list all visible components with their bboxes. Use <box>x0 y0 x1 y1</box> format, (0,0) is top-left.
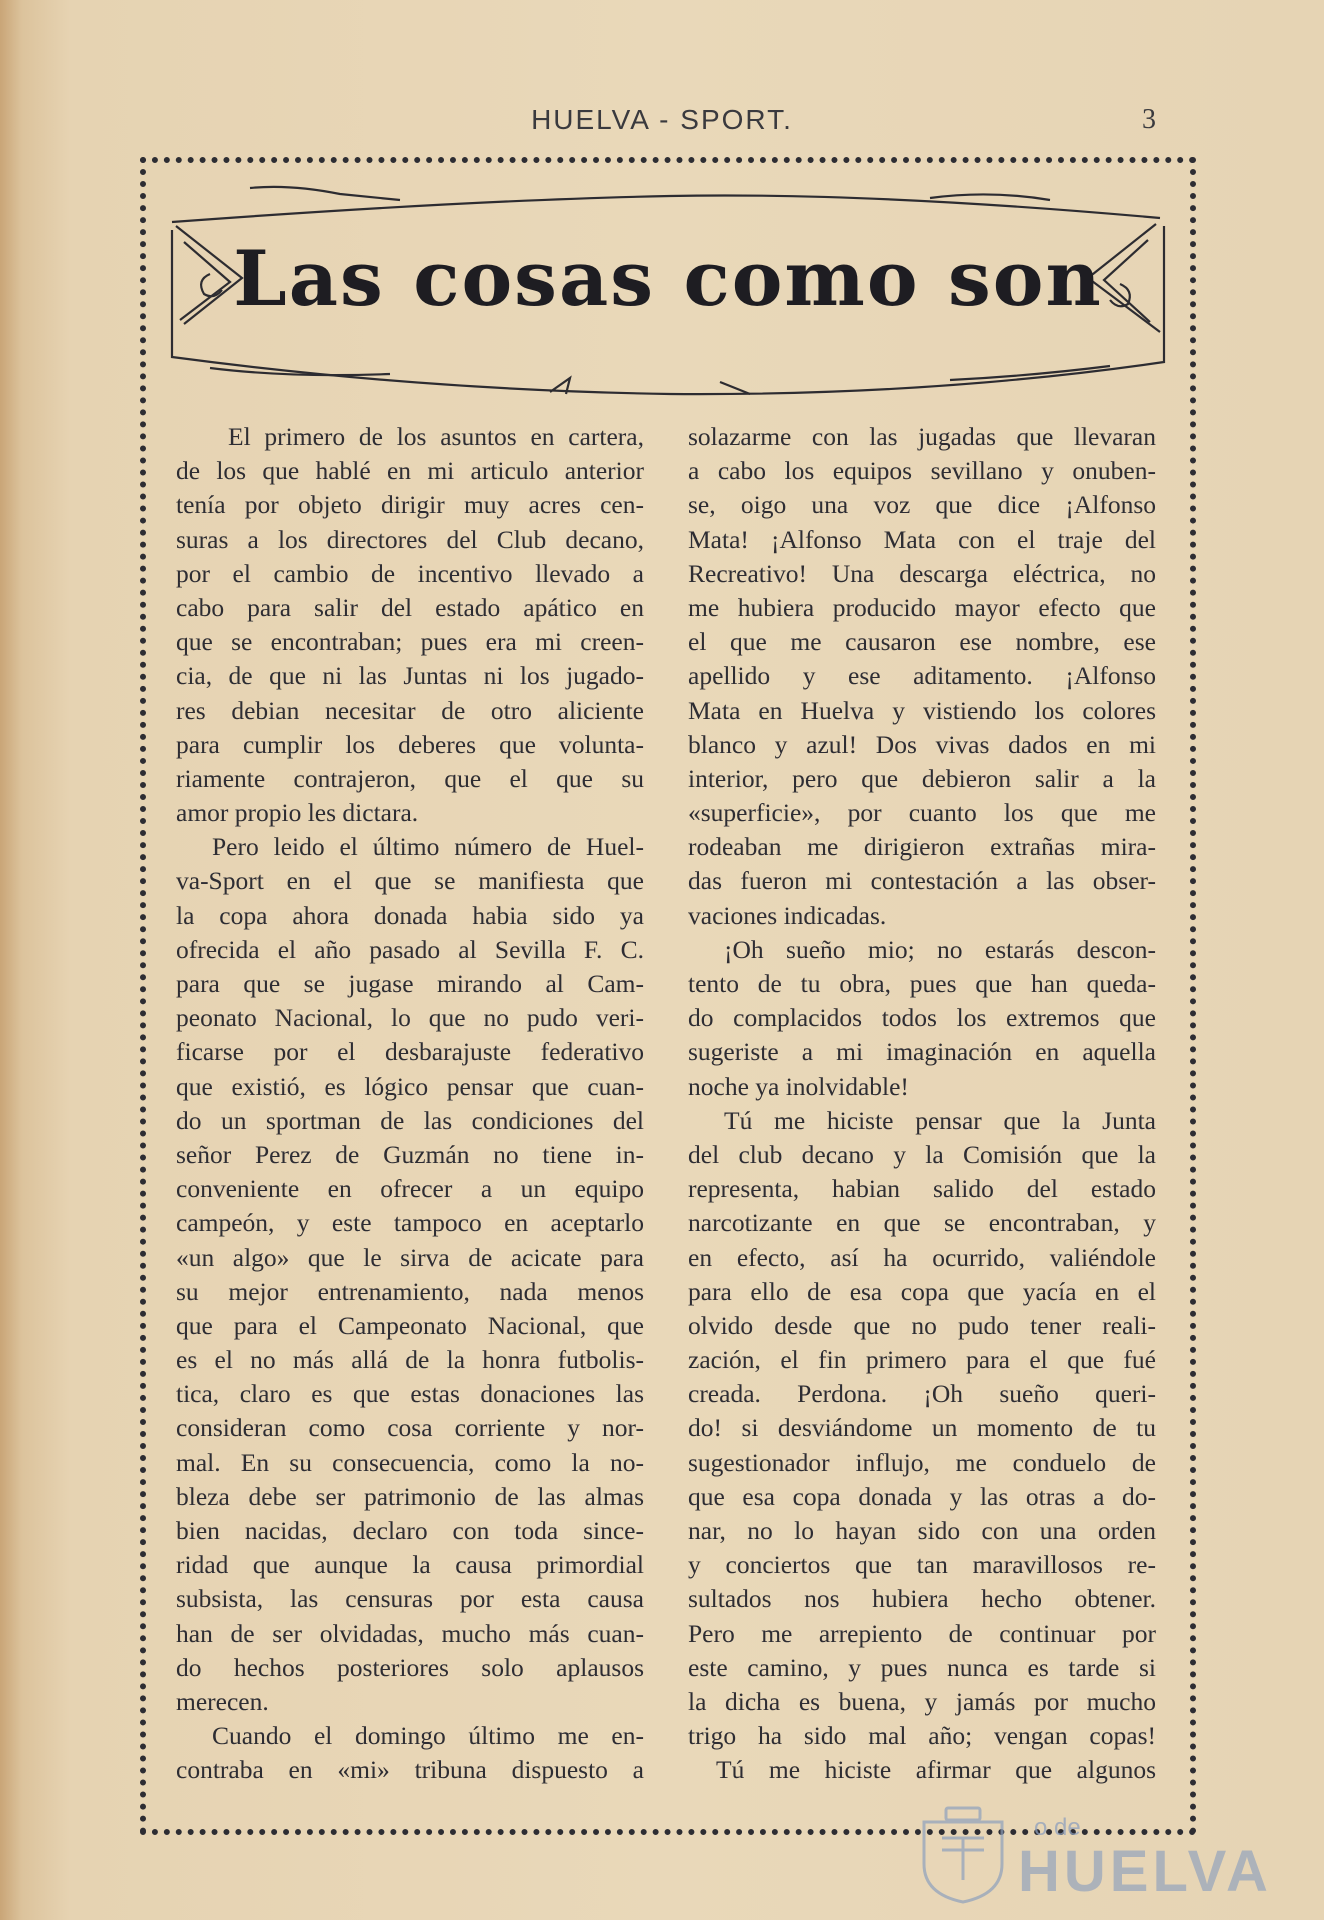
text-line: creada. Perdona. ¡Oh sueño queri- <box>688 1379 1156 1409</box>
text-line: cia, de que ni las Juntas ni los jugado- <box>176 661 644 691</box>
text-line: campeón, y este tampoco en aceptarlo <box>176 1208 644 1238</box>
text-line: do complacidos todos los extremos que <box>688 1003 1156 1033</box>
watermark-city: HUELVA <box>1018 1839 1272 1904</box>
text-line: la copa ahora donada habia sido ya <box>176 900 644 930</box>
text-line: sugeriste a mi imaginación en aquella <box>688 1037 1156 1067</box>
text-line: suras a los directores del Club decano, <box>176 524 644 554</box>
page-number: 3 <box>1142 104 1156 135</box>
text-line: ofrecida el año pasado al Sevilla F. C. <box>176 934 644 964</box>
text-line: conveniente en ofrecer a un equipo <box>176 1174 644 1204</box>
title-banner <box>170 182 1166 408</box>
text-line: contraba en «mi» tribuna dispuesto a <box>176 1755 644 1785</box>
text-line: para ello de esa copa que yacía en el <box>688 1276 1156 1306</box>
text-line: subsista, las censuras por esta causa <box>176 1584 644 1614</box>
text-line: Pero leido el último número de Huel- <box>212 832 644 862</box>
text-line: do un sportman de las condiciones del <box>176 1105 644 1135</box>
text-line: trigo ha sido mal año; vengan copas! <box>688 1721 1156 1751</box>
text-line: para que se jugase mirando al Cam- <box>176 969 644 998</box>
text-line: vaciones indicadas. <box>688 900 887 930</box>
text-line: tento de tu obra, pues que han queda- <box>688 969 1156 998</box>
archive-watermark <box>916 1804 1306 1904</box>
text-line: das fueron mi contestación a las obser- <box>688 866 1156 896</box>
text-line: sultados nos hubiera hecho obtener. <box>688 1584 1156 1614</box>
text-line: peonato Nacional, lo que no pudo veri- <box>176 1003 644 1033</box>
text-line: representa, habian salido del estado <box>688 1174 1156 1204</box>
right-column <box>688 420 1156 1800</box>
text-line: merecen. <box>176 1686 269 1716</box>
text-line: do hechos posteriores solo aplausos <box>176 1652 644 1682</box>
text-line: zación, el fin primero para el que fué <box>688 1345 1156 1375</box>
city-crest-icon <box>916 1804 1010 1904</box>
text-line: El primero de los asuntos en cartera, <box>228 422 644 451</box>
text-line: nar, no lo hayan sido con una orden <box>688 1516 1156 1545</box>
text-line: que para el Campeonato Nacional, que <box>176 1310 644 1340</box>
watermark-text: o de <box>1034 1814 1081 1841</box>
text-line: el que me causaron ese nombre, ese <box>688 627 1156 657</box>
text-line: blanco y azul! Dos vivas dados en mi <box>688 729 1156 759</box>
text-line: que se encontraban; pues era mi creen- <box>176 627 644 657</box>
text-line: que esa copa donada y las otras a do- <box>688 1481 1156 1511</box>
text-line: su mejor entrenamiento, nada menos <box>176 1276 644 1306</box>
text-line: bien nacidas, declaro con toda since- <box>176 1516 644 1545</box>
text-line: sugestionador influjo, me conduelo de <box>688 1447 1156 1477</box>
text-line: do! si desviándome un momento de tu <box>688 1413 1156 1443</box>
text-line: va-Sport en el que se manifiesta que <box>176 866 644 896</box>
text-line: «un algo» que le sirva de acicate para <box>176 1242 644 1272</box>
text-line: Cuando el domingo último me en- <box>212 1721 644 1751</box>
text-line: señor Perez de Guzmán no tiene in- <box>176 1139 644 1169</box>
text-line: tenía por objeto dirigir muy acres cen- <box>176 490 644 520</box>
text-line: Mata en Huelva y vistiendo los colores <box>688 695 1156 725</box>
text-line: mal. En su consecuencia, como la no- <box>176 1447 644 1477</box>
text-line: Tú me hiciste afirmar que algunos <box>716 1755 1156 1785</box>
text-line: es el no más allá de la honra futbolis- <box>176 1345 644 1375</box>
text-line: olvido desde que no pudo tener reali- <box>688 1310 1156 1340</box>
text-line: ¡Oh sueño mio; no estarás descon- <box>724 934 1156 964</box>
text-line: res debian necesitar de otro aliciente <box>176 695 644 725</box>
text-line: consideran como cosa corriente y nor- <box>176 1413 644 1443</box>
text-line: de los que hablé en mi articulo anterior <box>176 456 644 486</box>
article-title: Las cosas como son <box>233 234 1103 323</box>
text-line: apellido y ese aditamento. ¡Alfonso <box>688 661 1156 691</box>
text-line: Pero me arrepiento de continuar por <box>688 1618 1156 1648</box>
text-line: «superficie», por cuanto los que me <box>688 798 1156 828</box>
text-line: para cumplir los deberes que volunta- <box>176 729 644 759</box>
running-title: HUELVA - SPORT. <box>531 104 793 135</box>
text-line: solazarme con las jugadas que llevaran <box>688 422 1156 451</box>
text-line: tica, claro es que estas donaciones las <box>176 1379 644 1409</box>
text-line: cabo para salir del estado apático en <box>176 592 644 622</box>
text-line: a cabo los equipos sevillano y onuben- <box>688 456 1156 486</box>
text-line: riamente contrajeron, que el que su <box>176 763 644 793</box>
text-line: bleza debe ser patrimonio de las almas <box>176 1481 644 1511</box>
text-line: ficarse por el desbarajuste federativo <box>176 1037 644 1067</box>
text-line: Recreativo! Una descarga eléctrica, no <box>688 558 1156 588</box>
text-line: ridad que aunque la causa primordial <box>176 1550 644 1580</box>
text-line: Tú me hiciste pensar que la Junta <box>724 1105 1156 1135</box>
text-line: narcotizante en que se encontraban, y <box>688 1208 1156 1238</box>
text-line: la dicha es buena, y jamás por mucho <box>688 1686 1156 1716</box>
text-line: por el cambio de incentivo llevado a <box>176 558 644 588</box>
text-line: que existió, es lógico pensar que cuan- <box>176 1071 644 1101</box>
text-line: noche ya inolvidable! <box>688 1071 909 1101</box>
text-line: me hubiera producido mayor efecto que <box>688 592 1156 622</box>
text-line: rodeaban me dirigieron extrañas mira- <box>688 832 1156 862</box>
left-column <box>176 420 644 1800</box>
text-line: este camino, y pues nunca es tarde si <box>688 1652 1156 1682</box>
text-line: y conciertos que tan maravillosos re- <box>688 1550 1156 1580</box>
text-line: se, oigo una voz que dice ¡Alfonso <box>688 490 1156 520</box>
text-line: amor propio les dictara. <box>176 798 419 828</box>
text-line: han de ser olvidadas, mucho más cuan- <box>176 1618 644 1648</box>
text-line: en efecto, así ha ocurrido, valiéndole <box>688 1242 1156 1272</box>
text-line: Mata! ¡Alfonso Mata con el traje del <box>688 524 1156 554</box>
text-line: del club decano y la Comisión que la <box>688 1139 1156 1169</box>
text-line: interior, pero que debieron salir a la <box>688 763 1156 793</box>
page-header <box>0 104 1324 144</box>
